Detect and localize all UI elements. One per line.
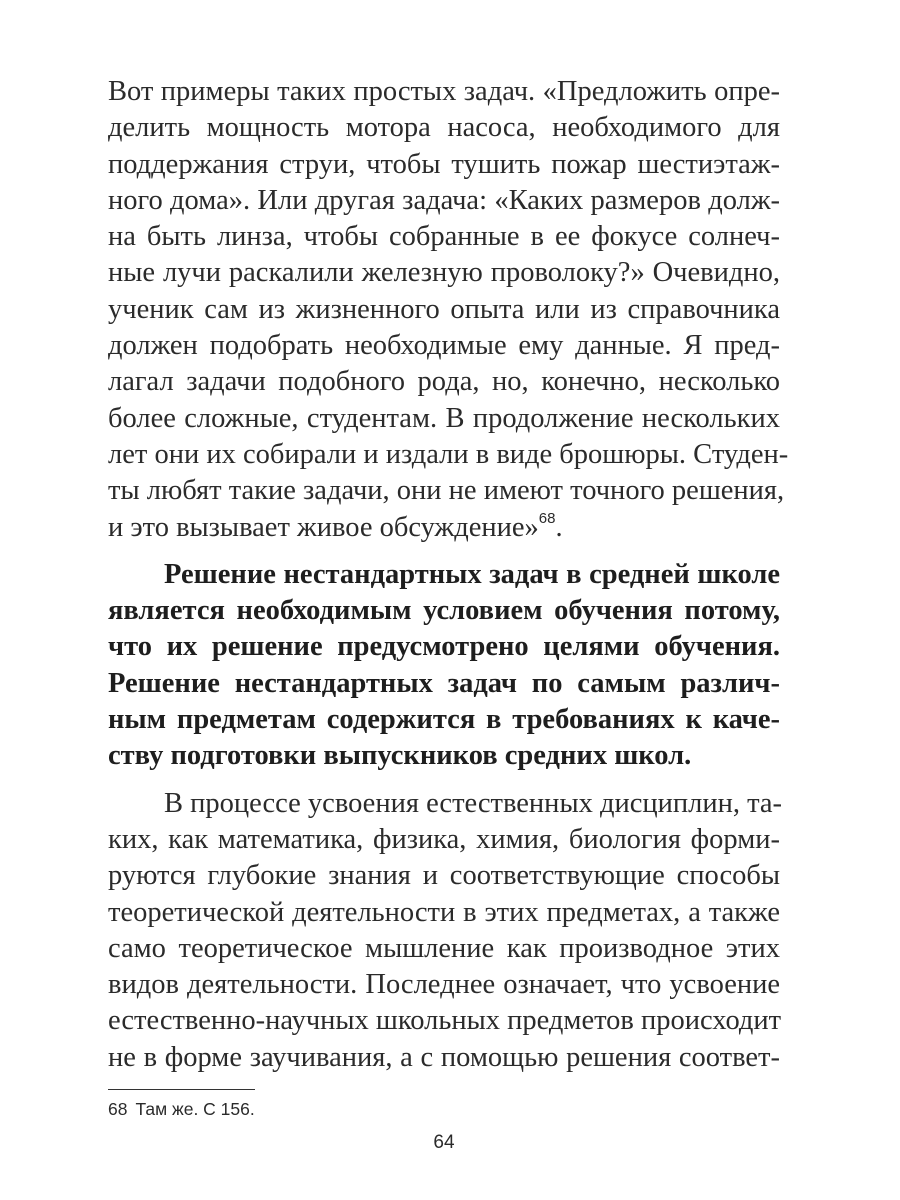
text-line: ным предметам содержится в требованиях к каче-: [108, 704, 780, 736]
page-body: [108, 74, 789, 1076]
paragraph-bold-statement: [108, 557, 780, 775]
text-line: ученик сам из жизненного опыта или из справочника: [108, 293, 780, 325]
text-line: Решение нестандартных задач в средней школе: [164, 558, 780, 590]
text-line: должен подобрать необходимые ему данные. Я пред-: [108, 330, 780, 362]
text-line: руются глубокие знания и соответствующие способы: [108, 860, 780, 892]
text-line: естественно-научных школьных предметов происходит: [108, 1005, 782, 1037]
text-line: В процессе усвоения естественных дисциплин, та-: [164, 787, 783, 819]
paragraph-examples: [108, 74, 789, 546]
text-line: ких, как математика, физика, химия, биология форми-: [108, 823, 780, 855]
text-line: ству подготовки выпускников средних школ.: [108, 740, 692, 772]
text-line: ные лучи раскалили железную проволоку?» Очевидно,: [108, 257, 780, 289]
sentence-end: .: [555, 511, 563, 543]
text-line: теоретической деятельности в этих предметах, а также: [108, 896, 780, 928]
footnote-text: Там же. С 156.: [135, 1099, 255, 1119]
text-line: лагал задачи подобного рода, но, конечно, несколько: [108, 366, 780, 398]
text-line: делить мощность мотора насоса, необходимого для: [108, 112, 780, 144]
text-line: поддержания струи, чтобы тушить пожар шестиэтаж-: [108, 148, 780, 180]
text-line: на быть линза, чтобы собранные в ее фокусе солнеч-: [108, 221, 780, 253]
text-line-with-footnote: [108, 510, 780, 546]
paragraph-natural-sciences: [108, 786, 783, 1076]
text-line: является необходимым условием обучения потому,: [108, 595, 780, 627]
text-line: более сложные, студентам. В продолжение нескольких: [108, 402, 780, 434]
text-line: не в форме заучивания, а с помощью решения соответ-: [108, 1041, 780, 1073]
footnote-divider: [108, 1089, 255, 1090]
footnote: [108, 1099, 255, 1120]
text-line: Решение нестандартных задач по самым различ-: [108, 667, 780, 699]
page-number: 64: [433, 1132, 455, 1153]
footnote-number: 68: [108, 1099, 128, 1119]
text-line: ного дома». Или другая задача: «Каких размеров долж-: [108, 184, 780, 216]
text-line: видов деятельности. Последнее означает, что усвоение: [108, 969, 780, 1001]
text-line: ты любят такие задачи, они не имеют точного решения,: [108, 475, 785, 507]
text-line: само теоретическое мышление как производное этих: [108, 932, 780, 964]
text-line: что их решение предусмотрено целями обучения.: [108, 631, 780, 663]
text-line-content: и это вызывает живое обсуждение»: [108, 511, 539, 543]
text-line: Вот примеры таких простых задач. «Предложить опре-: [108, 76, 780, 107]
text-line: лет они их собирали и издали в виде брошюры. Студен-: [108, 438, 789, 470]
footnote-reference[interactable]: 68: [538, 510, 556, 528]
